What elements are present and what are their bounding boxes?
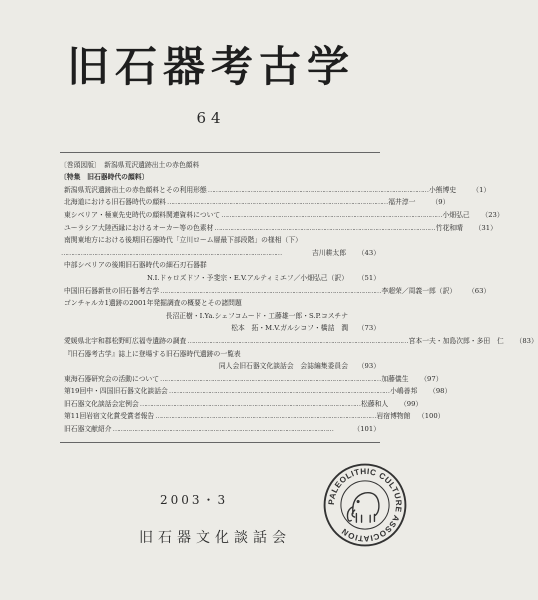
toc-leader-dots <box>159 287 381 295</box>
toc-entry <box>60 257 380 270</box>
toc-entry <box>60 320 380 333</box>
issue-number: 64 <box>196 109 226 127</box>
toc-entry <box>60 156 380 169</box>
toc-entry <box>60 332 538 345</box>
toc-entry-title: 『旧石器考古学』誌上に登場する旧石器時代遺跡の一覧表 <box>64 349 241 358</box>
toc-entry <box>60 282 491 295</box>
association-seal-icon <box>322 462 408 548</box>
toc-entry-page: （9） <box>431 198 450 207</box>
toc-entry-title: 長沼正樹・I.Ya.シェフコムード・工藤雄一郎・S.P.コスチナ <box>165 311 348 320</box>
toc-leader-dots <box>139 400 361 408</box>
toc-leader-dots <box>159 375 381 383</box>
toc-leader-dots <box>168 387 390 395</box>
toc-bottom-rule <box>60 442 380 443</box>
toc-entry-author: 吉川耕太郎 <box>312 248 346 257</box>
toc-entry-page: （100） <box>417 412 445 421</box>
toc-entry-author: 李超荣／周義一郎（訳） <box>381 286 457 295</box>
toc-entry-page: （99） <box>399 399 423 408</box>
toc-entry-page: （1） <box>472 185 491 194</box>
publication-date: 2003・3 <box>160 493 229 507</box>
toc-entry-title: 同人会旧石器文化談話会 会誌編集委員会 <box>218 362 348 371</box>
toc-entry-title: 〔巻頭図版〕 新潟県荒沢遺跡出土の赤色顔料 <box>60 160 200 169</box>
toc-entry <box>60 169 380 182</box>
toc-entry <box>60 244 380 257</box>
toc-entry <box>60 194 450 207</box>
toc-entry-title: 北海道における旧石器時代の顔料 <box>64 198 166 207</box>
toc-entry-title: 新潟県荒沢遺跡出土の赤色顔料とその利用形態 <box>64 185 207 194</box>
journal-title: 旧石器考古学 <box>66 42 355 91</box>
toc-entry-author: 岩宿博物館 <box>376 412 411 421</box>
svg-text:PALEOLITHIC CULTURE ASSOCIATIO: PALEOLITHIC CULTURE ASSOCIATION <box>326 466 404 544</box>
toc-entry-title: N.I.ドゥロズドフ・予斐宗・E.V.アルティミエフ／小畑弘己（訳） <box>146 273 348 282</box>
toc-entry-page: （98） <box>429 387 452 396</box>
toc-entry-title: 愛媛県北宇和郡松野町広福寺遺跡の調査 <box>64 336 187 345</box>
toc-entry-page: （43） <box>357 248 380 257</box>
toc-entry-page: （73） <box>357 324 380 333</box>
toc-entry <box>60 295 380 308</box>
toc-leader-dots <box>60 249 312 257</box>
toc-entry <box>60 383 452 396</box>
toc-entry-author: 福井淳一 <box>388 198 416 207</box>
toc-entry <box>60 219 497 232</box>
toc-entry-page: （93） <box>357 362 380 371</box>
toc-leader-dots <box>112 425 346 433</box>
toc-entry-author: 竹花和晴 <box>435 223 463 232</box>
toc-entry-title: 旧石器文献紹介 <box>64 425 112 434</box>
toc-entry-title: 第11回岩宿文化賞受賞者報告 <box>64 412 155 421</box>
toc-entry <box>60 206 504 219</box>
toc-entry <box>60 420 380 433</box>
toc-top-rule <box>60 152 380 153</box>
toc-entry-page: （51） <box>357 273 380 282</box>
toc-entry-page: （63） <box>467 286 491 295</box>
toc-leader-dots <box>166 198 388 206</box>
toc-entry-title: 中国旧石器新世の旧石器考古学 <box>64 286 160 295</box>
toc-entry-author: 加藤儀生 <box>381 374 409 383</box>
toc-entry <box>60 232 380 245</box>
toc-entry-title: 〔特集 旧石器時代の顔料〕 <box>60 173 149 182</box>
table-of-contents <box>60 156 538 434</box>
toc-leader-dots <box>220 211 442 219</box>
toc-leader-dots <box>213 224 435 232</box>
toc-entry-title: 南関東地方における後期旧石器時代「立川ローム層最下部段階」の様相（下） <box>64 236 302 245</box>
toc-entry-title: 東海石器研究会の活動について <box>64 374 160 383</box>
toc-entry-title: 第19回中・四国旧石器文化談話会 <box>64 387 168 396</box>
toc-entry-author: 小嶋善邦 <box>390 387 418 396</box>
toc-entry-title: ゴンチャルカ1遺跡の2001年発掘調査の概要とその諸問題 <box>64 299 242 308</box>
toc-entry <box>60 181 491 194</box>
toc-entry-author: 小熊博史 <box>429 185 457 194</box>
toc-entry-title: 松本 拓・M.V.ガルシコフ・橋詰 潤 <box>231 324 348 333</box>
toc-entry-author: 松藤和人 <box>361 399 389 408</box>
toc-leader-dots <box>207 186 429 194</box>
publisher-name: 旧石器文化談話会 <box>139 530 291 546</box>
toc-leader-dots <box>186 337 408 345</box>
toc-entry <box>60 358 380 371</box>
toc-entry <box>60 408 445 421</box>
toc-leader-dots <box>154 412 376 420</box>
toc-entry-page: （83） <box>515 336 538 345</box>
toc-entry <box>60 345 380 358</box>
toc-entry <box>60 370 443 383</box>
toc-entry-title: 旧石器文化談話会定例会 <box>64 399 139 408</box>
toc-entry-title: 東シベリア・極東先史時代の顔料関連資料について <box>64 210 221 219</box>
toc-entry-title: 中部シベリアの後期旧石器時代の細石刃石器群 <box>64 261 207 270</box>
toc-entry-author: 小畑弘己 <box>442 210 470 219</box>
toc-entry-page: （23） <box>481 210 504 219</box>
toc-entry-page: （97） <box>420 374 443 383</box>
toc-entry <box>60 269 380 282</box>
toc-entry-page: （101） <box>353 425 380 434</box>
toc-entry-author: 宮本一夫・加島次郎・多田 仁 <box>408 336 504 345</box>
toc-entry <box>60 395 423 408</box>
toc-entry-title: ユーラシア大陸西縁におけるオーカー等の色素材 <box>64 223 214 232</box>
toc-entry <box>60 307 380 320</box>
toc-entry-page: （31） <box>474 223 497 232</box>
